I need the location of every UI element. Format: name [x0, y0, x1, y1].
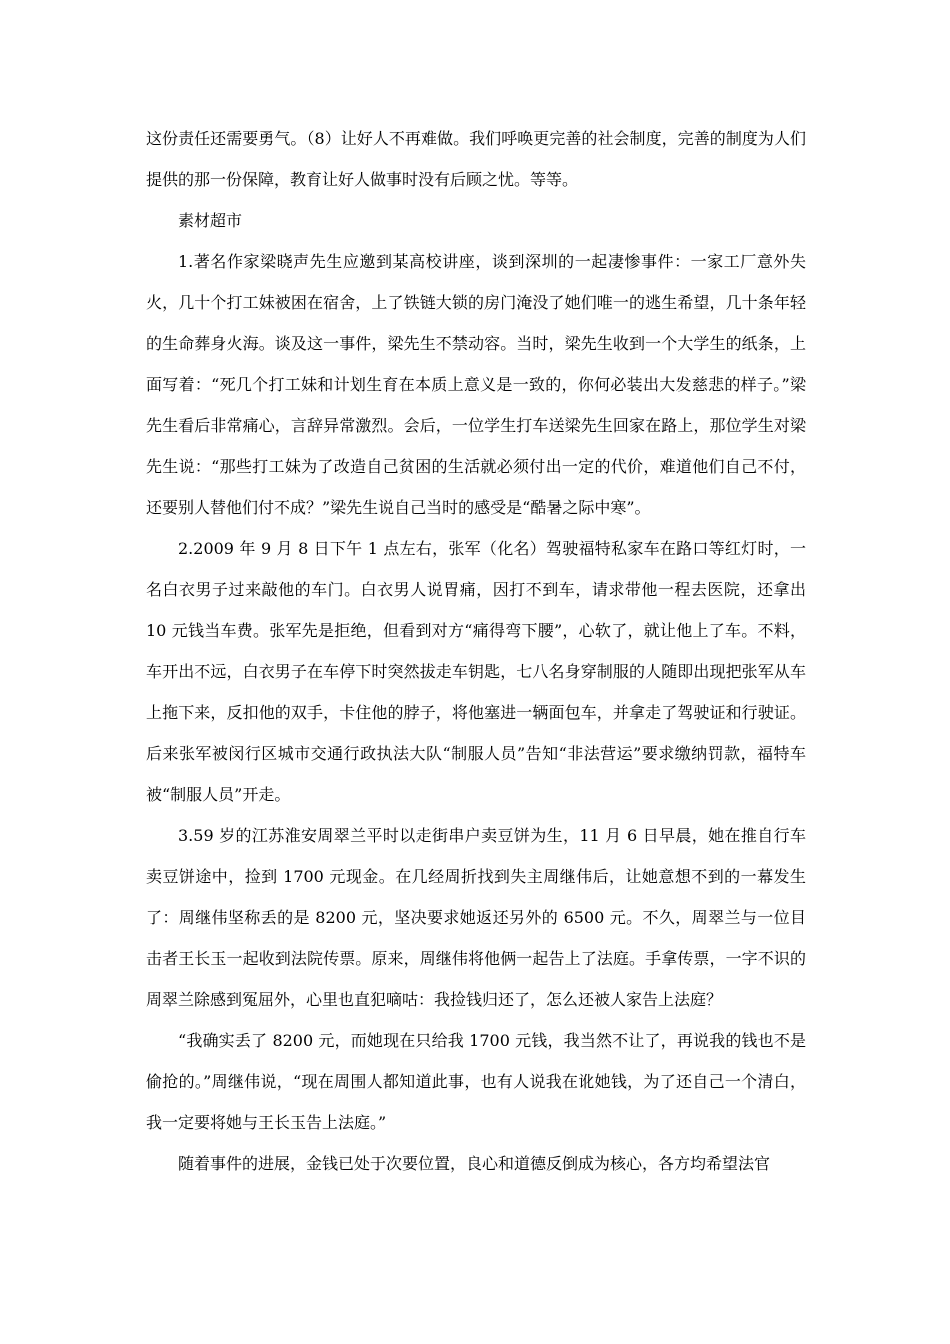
paragraph-final: 随着事件的进展，金钱已处于次要位置，良心和道德反倒成为核心，各方均希望法官: [178, 1154, 771, 1173]
document-body: [146, 118, 806, 1184]
paragraph-continuation: 这份责任还需要勇气。（8）让好人不再难做。我们呼唤更完善的社会制度，完善的制度为人们提供的那一份保障，教育让好人做事时没有后顾之忧。等等。: [146, 129, 806, 189]
paragraph-material-3: 3.59 岁的江苏淮安周翠兰平时以走街串户卖豆饼为生，11 月 6 日早晨，她在推自行车卖豆饼途中，捡到 1700 元现金。在几经周折找到失主周继伟后，让她意想不到的一幕发生了：周继伟坚称丢的是 8200 元，坚决要求她返还另外的 6500 元。不久，周翠兰与一位目击者王长玉一起收到法院传票。原来，周继伟将他俩一起告上了法庭。手拿传票，一字不识的周翠兰除感到冤屈外，心里也直犯嘀咕：我捡钱归还了，怎么还被人家告上法庭？: [146, 826, 806, 1009]
section-heading-material-market: 素材超市: [178, 211, 243, 230]
paragraph-material-2: 2.2009 年 9 月 8 日下午 1 点左右，张军（化名）驾驶福特私家车在路口等红灯时，一名白衣男子过来敲他的车门。白衣男人说胃痛，因打不到车，请求带他一程去医院，还拿出 10 元钱当车费。张军先是拒绝，但看到对方“痛得弯下腰”，心软了，就让他上了车。不料，车开出不远，白衣男子在车停下时突然拔走车钥匙，七八名身穿制服的人随即出现把张军从车上拖下来，反扣他的双手，卡住他的脖子，将他塞进一辆面包车，并拿走了驾驶证和行驶证。后来张军被闵行区城市交通行政执法大队“制服人员”告知“非法营运”要求缴纳罚款，福特车被“制服人员”开走。: [146, 539, 806, 804]
paragraph-quote: “我确实丢了 8200 元，而她现在只给我 1700 元钱，我当然不让了，再说我的钱也不是偷抢的。”周继伟说，“现在周围人都知道此事，也有人说我在讹她钱，为了还自己一个清白，我一定要将她与王长玉告上法庭。”: [146, 1031, 806, 1132]
paragraph-material-1: 1.著名作家梁晓声先生应邀到某高校讲座，谈到深圳的一起凄惨事件：一家工厂意外失火，几十个打工妹被困在宿舍，上了铁链大锁的房门淹没了她们唯一的逃生希望，几十条年轻的生命葬身火海。谈及这一事件，梁先生不禁动容。当时，梁先生收到一个大学生的纸条，上面写着：“死几个打工妹和计划生育在本质上意义是一致的，你何必装出大发慈悲的样子。”梁先生看后非常痛心，言辞异常激烈。会后，一位学生打车送梁先生回家在路上，那位学生对梁先生说：“那些打工妹为了改造自己贫困的生活就必须付出一定的代价，难道他们自己不付，还要别人替他们付不成？”梁先生说自己当时的感受是“酷暑之际中寒”。: [146, 252, 806, 517]
